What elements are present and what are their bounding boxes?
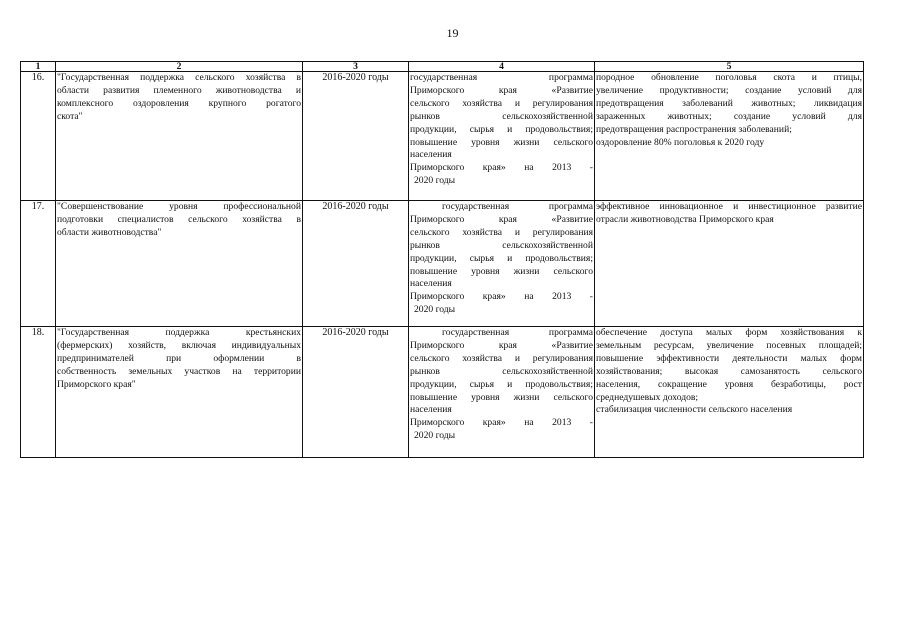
- row-number: 17.: [21, 201, 56, 327]
- program-cell: [409, 72, 595, 201]
- column-header-4: 4: [409, 62, 595, 72]
- table-header-row: [21, 62, 864, 72]
- measure-name-cell: [56, 327, 303, 458]
- measure-name-line: подготовки специалистов сельского хозяйства в: [57, 213, 301, 225]
- program-line: сельского хозяйства и регулирования: [410, 352, 593, 364]
- program-line: повышение уровня жизни сельского: [410, 265, 593, 277]
- program-line: государственная программа: [410, 72, 593, 83]
- table-row: [21, 72, 864, 201]
- column-header-5: 5: [595, 62, 864, 72]
- program-line: повышение уровня жизни сельского: [410, 391, 593, 403]
- program-line: Приморского края» на 2013 -: [410, 417, 593, 429]
- years-cell: 2016-2020 годы: [303, 72, 409, 201]
- program-line: продукции, сырья и продовольствия;: [410, 123, 593, 135]
- program-line: Приморского края «Развитие: [410, 213, 593, 225]
- program-line: Приморского края «Развитие: [410, 339, 593, 351]
- result-line: оздоровление 80% поголовья к 2020 году: [596, 136, 765, 148]
- measure-name-line: "Государственная поддержка крестьянских: [57, 327, 301, 338]
- program-line: сельского хозяйства и регулирования: [410, 97, 593, 109]
- program-line: 2020 годы: [414, 430, 456, 442]
- result-line: повышение эффективности деятельности малых форм: [596, 352, 862, 364]
- measure-name-line: "Совершенствование уровня профессиональной: [57, 201, 301, 212]
- program-line: Приморского края» на 2013 -: [410, 291, 593, 303]
- result-line: хозяйствования; высокая самозанятость сельского: [596, 365, 862, 377]
- years-cell: 2016-2020 годы: [303, 201, 409, 327]
- column-header-1: 1: [21, 62, 56, 72]
- result-line: зараженных животных; создание условий для: [596, 110, 862, 122]
- program-line: Приморского края «Развитие: [410, 84, 593, 96]
- program-line: рынков сельскохозяйственной: [410, 365, 593, 377]
- program-line: государственная программа: [442, 201, 593, 212]
- measure-name-line: комплексного оздоровления крупного рогатого: [57, 97, 301, 109]
- result-line: обеспечение доступа малых форм хозяйствования к: [596, 327, 862, 338]
- result-line: увеличение продуктивности; создание условий для: [596, 84, 862, 96]
- table-row: [21, 201, 864, 327]
- result-cell: [595, 327, 864, 458]
- measure-name-line: скота": [57, 110, 83, 122]
- program-line: сельского хозяйства и регулирования: [410, 226, 593, 238]
- measure-name-line: предпринимателей при оформлении в: [57, 352, 301, 364]
- result-line: породное обновление поголовья скота и птицы,: [596, 72, 862, 83]
- program-line: населения: [410, 149, 452, 161]
- program-line: населения: [410, 404, 452, 416]
- measure-name-line: собственность земельных участков на территории: [57, 365, 301, 377]
- measure-name-line: (фермерских) хозяйств, включая индивидуальных: [57, 339, 301, 351]
- row-number: 18.: [21, 327, 56, 458]
- result-cell: [595, 201, 864, 327]
- measure-name-line: области развития племенного животноводства и: [57, 84, 301, 96]
- result-line: среднедушевых доходов;: [596, 391, 699, 403]
- program-line: государственная программа: [442, 327, 593, 338]
- measure-name-line: "Государственная поддержка сельского хозяйства в: [57, 72, 301, 83]
- result-line: отрасли животноводства Приморского края: [596, 213, 774, 225]
- measure-name-line: Приморского края": [57, 378, 136, 390]
- column-header-2: 2: [56, 62, 303, 72]
- column-header-3: 3: [303, 62, 409, 72]
- result-line: населения, сокращение уровня безработицы, рост: [596, 378, 862, 390]
- program-table: [20, 61, 864, 458]
- result-line: эффективное инновационное и инвестиционное развитие: [596, 201, 862, 212]
- program-cell: [409, 201, 595, 327]
- program-line: 2020 годы: [414, 304, 456, 316]
- program-line: населения: [410, 278, 452, 290]
- page-number: 19: [446, 26, 459, 40]
- program-line: Приморского края» на 2013 -: [410, 162, 593, 174]
- result-line: стабилизация численности сельского населения: [596, 404, 793, 416]
- measure-name-cell: [56, 72, 303, 201]
- program-line: рынков сельскохозяйственной: [410, 239, 593, 251]
- program-line: рынков сельскохозяйственной: [410, 110, 593, 122]
- result-line: предотвращения распространения заболеваний;: [596, 123, 792, 135]
- measure-name-line: области животноводства": [57, 226, 162, 238]
- table-row: [21, 327, 864, 458]
- years-cell: 2016-2020 годы: [303, 327, 409, 458]
- program-cell: [409, 327, 595, 458]
- program-line: повышение уровня жизни сельского: [410, 136, 593, 148]
- program-line: продукции, сырья и продовольствия;: [410, 378, 593, 390]
- result-cell: [595, 72, 864, 201]
- result-line: земельным ресурсам, увеличение посевных площадей;: [596, 339, 862, 351]
- measure-name-cell: [56, 201, 303, 327]
- result-line: предотвращения заболеваний животных; ликвидация: [596, 97, 862, 109]
- program-line: 2020 годы: [414, 175, 456, 187]
- program-line: продукции, сырья и продовольствия;: [410, 252, 593, 264]
- row-number: 16.: [21, 72, 56, 201]
